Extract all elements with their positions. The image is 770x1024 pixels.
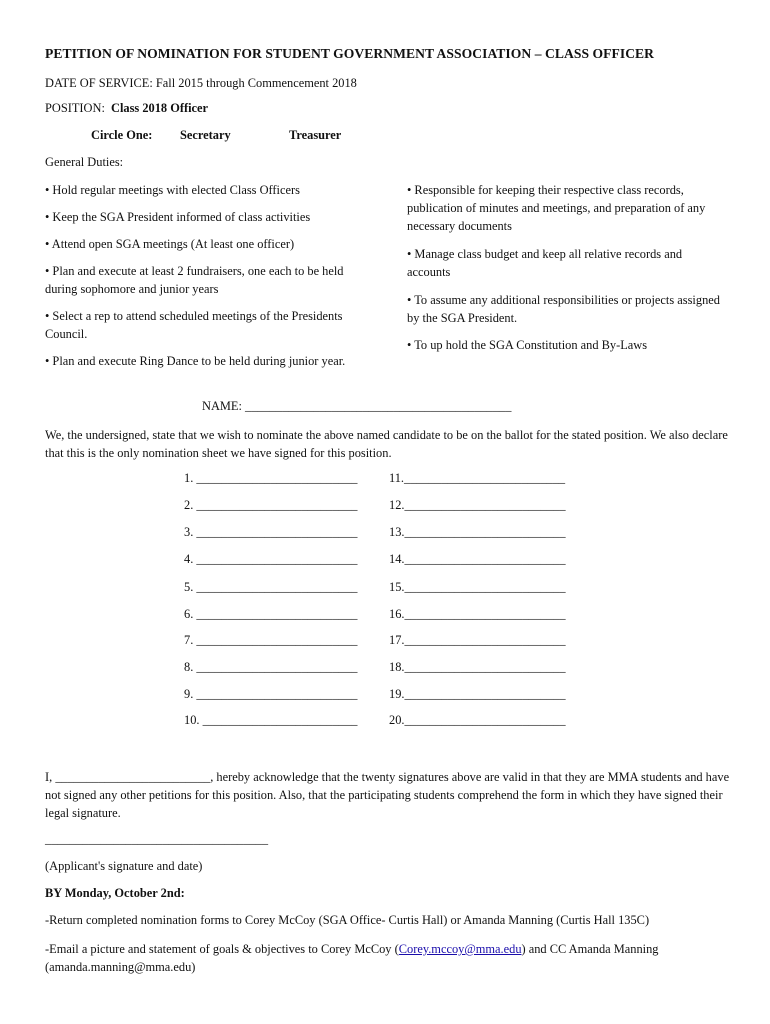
signature-line[interactable]: 20.__________________________ [389, 713, 566, 727]
duty-item: • Responsible for keeping their respective class records, publication of minutes and meetings, and preparation of any necessary documents [407, 183, 706, 233]
declaration-text: We, the undersigned, state that we wish to nominate the above named candidate to be on the ballot for the stated position. We also declare that this is the only nomination sheet we have signed for this position. [45, 428, 728, 460]
option-secretary[interactable]: Secretary [180, 128, 231, 142]
signature-line[interactable]: 15.__________________________ [389, 580, 566, 594]
signature-line[interactable]: 6. __________________________ [184, 607, 358, 621]
applicant-signature-line[interactable]: ____________________________________ [45, 832, 269, 846]
position-label: POSITION: [45, 101, 105, 115]
duties-left-column [45, 181, 365, 370]
duty-item: • Keep the SGA President informed of class activities [45, 210, 311, 224]
signature-line[interactable]: 19.__________________________ [389, 687, 566, 701]
signature-line[interactable]: 9. __________________________ [184, 687, 358, 701]
signature-row [0, 713, 770, 731]
signature-line[interactable]: 18.__________________________ [389, 660, 566, 674]
signature-line[interactable]: 3. __________________________ [184, 525, 358, 539]
position-line [45, 101, 208, 116]
signature-line[interactable]: 16.__________________________ [389, 607, 566, 621]
acknowledgement-text: I, _________________________, hereby acknowledge that the twenty signatures above are valid in that they are MMA students and have not signed any other petitions for this position. Also, that the participating students comprehend the form in which they have signed their legal signature. [45, 770, 730, 820]
signature-row [0, 607, 770, 625]
duty-item: • Manage class budget and keep all relative records and accounts [407, 247, 683, 279]
duty-item: • Hold regular meetings with elected Class Officers [45, 183, 300, 197]
signature-line[interactable]: 1. __________________________ [184, 471, 358, 485]
applicant-signature-caption: (Applicant's signature and date) [45, 859, 203, 873]
signature-line[interactable]: 13.__________________________ [389, 525, 566, 539]
email-link[interactable]: Corey.mccoy@mma.edu [398, 942, 522, 956]
option-treasurer[interactable]: Treasurer [289, 128, 342, 142]
return-instruction: -Return completed nomination forms to Corey McCoy (SGA Office- Curtis Hall) or Amanda Manning (Curtis Hall 135C) [45, 913, 650, 927]
signature-row [0, 525, 770, 543]
general-duties-heading: General Duties: [45, 155, 124, 169]
signature-line[interactable]: 7. __________________________ [184, 633, 358, 647]
signature-line[interactable]: 14.__________________________ [389, 552, 566, 566]
signature-line[interactable]: 12.__________________________ [389, 498, 566, 512]
duty-item: • Select a rep to attend scheduled meetings of the Presidents Council. [45, 309, 343, 341]
duty-item: • To assume any additional responsibilities or projects assigned by the SGA President. [407, 293, 720, 325]
signature-row [0, 633, 770, 651]
duty-item: • To up hold the SGA Constitution and By-Laws [407, 338, 648, 352]
date-of-service: DATE OF SERVICE: Fall 2015 through Commencement 2018 [45, 76, 357, 90]
deadline-heading: BY Monday, October 2nd: [45, 886, 185, 900]
signature-line[interactable]: 5. __________________________ [184, 580, 358, 594]
email-instruction [45, 940, 705, 976]
signature-line[interactable]: 11.__________________________ [389, 471, 566, 485]
signature-row [0, 471, 770, 489]
signature-line[interactable]: 8. __________________________ [184, 660, 358, 674]
signature-row [0, 687, 770, 705]
position-value: Class 2018 Officer [111, 101, 209, 115]
duty-item: • Plan and execute at least 2 fundraisers, one each to be held during sophomore and junior years [45, 264, 344, 296]
email-instruction-before: -Email a picture and statement of goals & objectives to Corey McCoy ( [45, 942, 399, 956]
candidate-name-field[interactable]: NAME: ___________________________________________ [202, 399, 512, 413]
circle-one-label: Circle One: [91, 128, 153, 142]
signature-row [0, 580, 770, 598]
signature-row [0, 498, 770, 516]
duty-item: • Attend open SGA meetings (At least one officer) [45, 237, 295, 251]
signature-line[interactable]: 4. __________________________ [184, 552, 358, 566]
signature-line[interactable]: 17.__________________________ [389, 633, 566, 647]
duties-right-column [407, 181, 727, 354]
signature-line[interactable]: 2. __________________________ [184, 498, 358, 512]
form-title: PETITION OF NOMINATION FOR STUDENT GOVERNMENT ASSOCIATION – CLASS OFFICER [45, 46, 655, 61]
email-instruction-after: ) and CC Amanda Manning (amanda.manning@mma.edu) [45, 942, 659, 974]
signature-row [0, 660, 770, 678]
signature-row [0, 552, 770, 570]
duty-item: • Plan and execute Ring Dance to be held during junior year. [45, 354, 346, 368]
signature-line[interactable]: 10. _________________________ [184, 713, 358, 727]
